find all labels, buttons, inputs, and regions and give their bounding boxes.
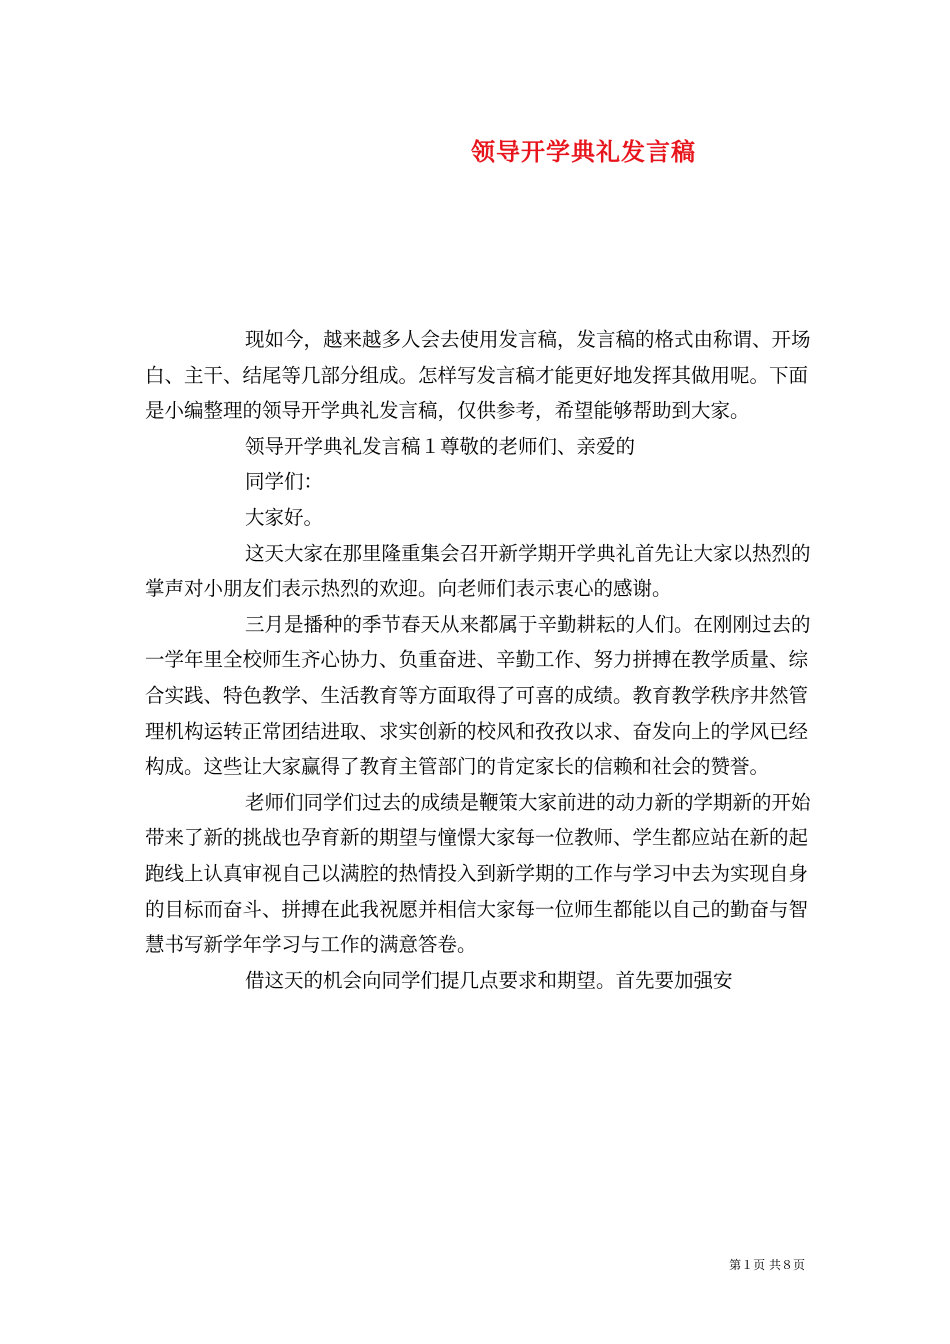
paragraph: 老师们同学们过去的成绩是鞭策大家前进的动力新的学期新的开始带来了新的挑战也孕育新的期望与憧憬大家每一位教师、学生都应站在新的起跑线上认真审视自己以满腔的热情投入到新学期的工作与学习中去为实现自身的目标而奋斗、拼搏在此我祝愿并相信大家每一位师生都能以自己的勤奋与智慧书写新学年学习与工作的满意答卷。 bbox=[145, 790, 811, 957]
paragraph: 三月是播种的季节春天从来都属于辛勤耕耘的人们。在刚刚过去的一学年里全校师生齐心协力、负重奋进、辛勤工作、努力拼搏在教学质量、综合实践、特色教学、生活教育等方面取得了可喜的成绩。教育教学秩序井然管理机构运转正常团结进取、求实创新的校风和孜孜以求、奋发向上的学风已经构成。这些让大家赢得了教育主管部门的肯定家长的信赖和社会的赞誉。 bbox=[145, 612, 811, 779]
paragraph: 领导开学典礼发言稿１尊敬的老师们、亲爱的 bbox=[245, 434, 636, 458]
paragraph: 这天大家在那里隆重集会召开新学期开学典礼首先让大家以热烈的掌声对小朋友们表示热烈的欢迎。向老师们表示衷心的感谢。 bbox=[145, 541, 811, 601]
paragraph: 现如今，越来越多人会去使用发言稿，发言稿的格式由称谓、开场白、主干、结尾等几部分组成。怎样写发言稿才能更好地发挥其做用呢。下面是小编整理的领导开学典礼发言稿，仅供参考，希望能够帮助到大家。 bbox=[145, 328, 811, 423]
page-footer: 第１页 共８页 bbox=[729, 1258, 805, 1272]
paragraph: 同学们： bbox=[245, 470, 324, 494]
document-body bbox=[145, 322, 825, 998]
paragraph: 借这天的机会向同学们提几点要求和期望。首先要加强安 bbox=[245, 968, 733, 992]
paragraph: 大家好。 bbox=[245, 505, 324, 529]
document-title: 领导开学典礼发言稿 bbox=[471, 137, 696, 166]
